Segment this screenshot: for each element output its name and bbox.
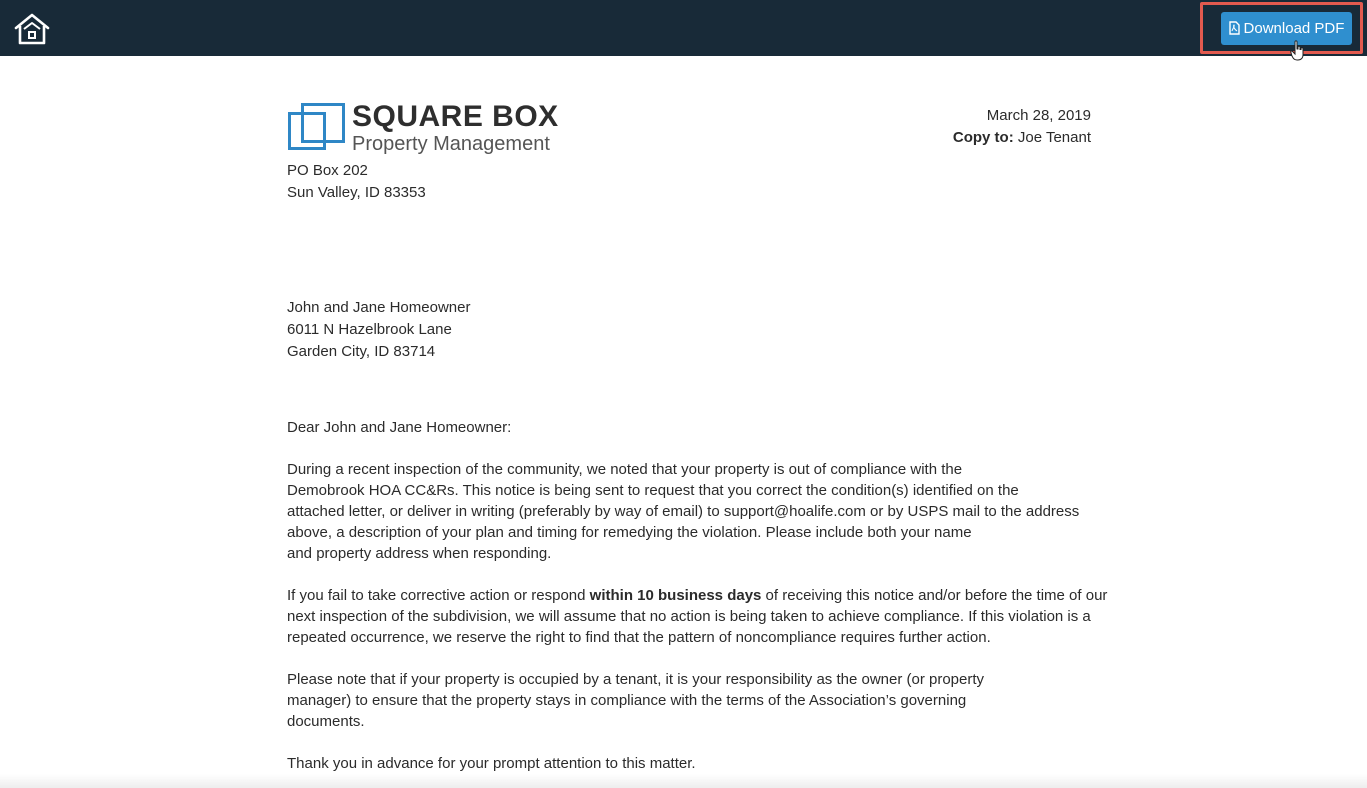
paragraph-notice-line: During a recent inspection of the community, we noted that your property is out of compliance with the bbox=[287, 461, 963, 478]
recipient-street: 6011 N Hazelbrook Lane bbox=[287, 321, 452, 338]
deadline-text-after: of receiving this notice and/or before the time of our bbox=[761, 587, 1108, 604]
company-logo bbox=[287, 100, 567, 163]
recipient-city: Garden City, ID 83714 bbox=[287, 343, 436, 360]
copy-to-label: Copy to: bbox=[952, 129, 1014, 146]
deadline-text-before: If you fail to take corrective action or respond bbox=[287, 587, 590, 604]
paragraph-tenant-line: Please note that if your property is occupied by a tenant, it is your responsibility as the owner (or property bbox=[287, 671, 985, 688]
top-bar bbox=[0, 0, 1367, 56]
paragraph-tenant-line: documents. bbox=[287, 713, 365, 730]
logo-square-front bbox=[301, 103, 345, 143]
home-icon[interactable] bbox=[13, 12, 51, 46]
salutation: Dear John and Jane Homeowner: bbox=[287, 419, 512, 436]
paragraph-notice-line: attached letter, or deliver in writing (preferably by way of email) to support@hoalife.com or by USPS mail to the address bbox=[287, 503, 1080, 520]
paragraph-notice bbox=[287, 459, 1079, 564]
sender-address-line2: Sun Valley, ID 83353 bbox=[287, 184, 426, 201]
download-pdf-label: Download PDF bbox=[1243, 20, 1345, 37]
paragraph-tenant-line: manager) to ensure that the property stays in compliance with the terms of the Association’s governing bbox=[287, 692, 967, 709]
pdf-file-icon bbox=[1229, 21, 1240, 35]
paragraph-notice-line: Demobrook HOA CC&Rs. This notice is being sent to request that you correct the condition(s) identified on the bbox=[287, 482, 1019, 499]
copy-to bbox=[953, 127, 1091, 148]
recipient-name: John and Jane Homeowner bbox=[287, 299, 471, 316]
logo-name: SQUARE BOX bbox=[352, 100, 559, 133]
logo-subtitle: Property Management bbox=[352, 133, 550, 155]
page-bottom-shadow bbox=[0, 774, 1367, 788]
closing-line: Thank you in advance for your prompt attention to this matter. bbox=[287, 755, 696, 772]
letter-document bbox=[0, 56, 1367, 788]
copy-to-value: Joe Tenant bbox=[1017, 129, 1091, 146]
paragraph-deadline bbox=[287, 585, 1107, 648]
paragraph-deadline-line: next inspection of the subdivision, we will assume that no action is being taken to achieve compliance. If this violation is a bbox=[287, 608, 1091, 625]
letter-date: March 28, 2019 bbox=[986, 107, 1091, 124]
paragraph-notice-line: above, a description of your plan and timing for remedying the violation. Please include both your name bbox=[287, 524, 972, 541]
paragraph-deadline-line bbox=[287, 585, 1107, 606]
paragraph-tenant bbox=[287, 669, 984, 732]
download-pdf-button[interactable] bbox=[1221, 12, 1352, 45]
paragraph-deadline-line: repeated occurrence, we reserve the right to find that the pattern of noncompliance requires further action. bbox=[287, 629, 991, 646]
paragraph-notice-line: and property address when responding. bbox=[287, 545, 552, 562]
sender-address-line1: PO Box 202 bbox=[287, 162, 368, 179]
deadline-emphasis: within 10 business days bbox=[589, 587, 762, 604]
